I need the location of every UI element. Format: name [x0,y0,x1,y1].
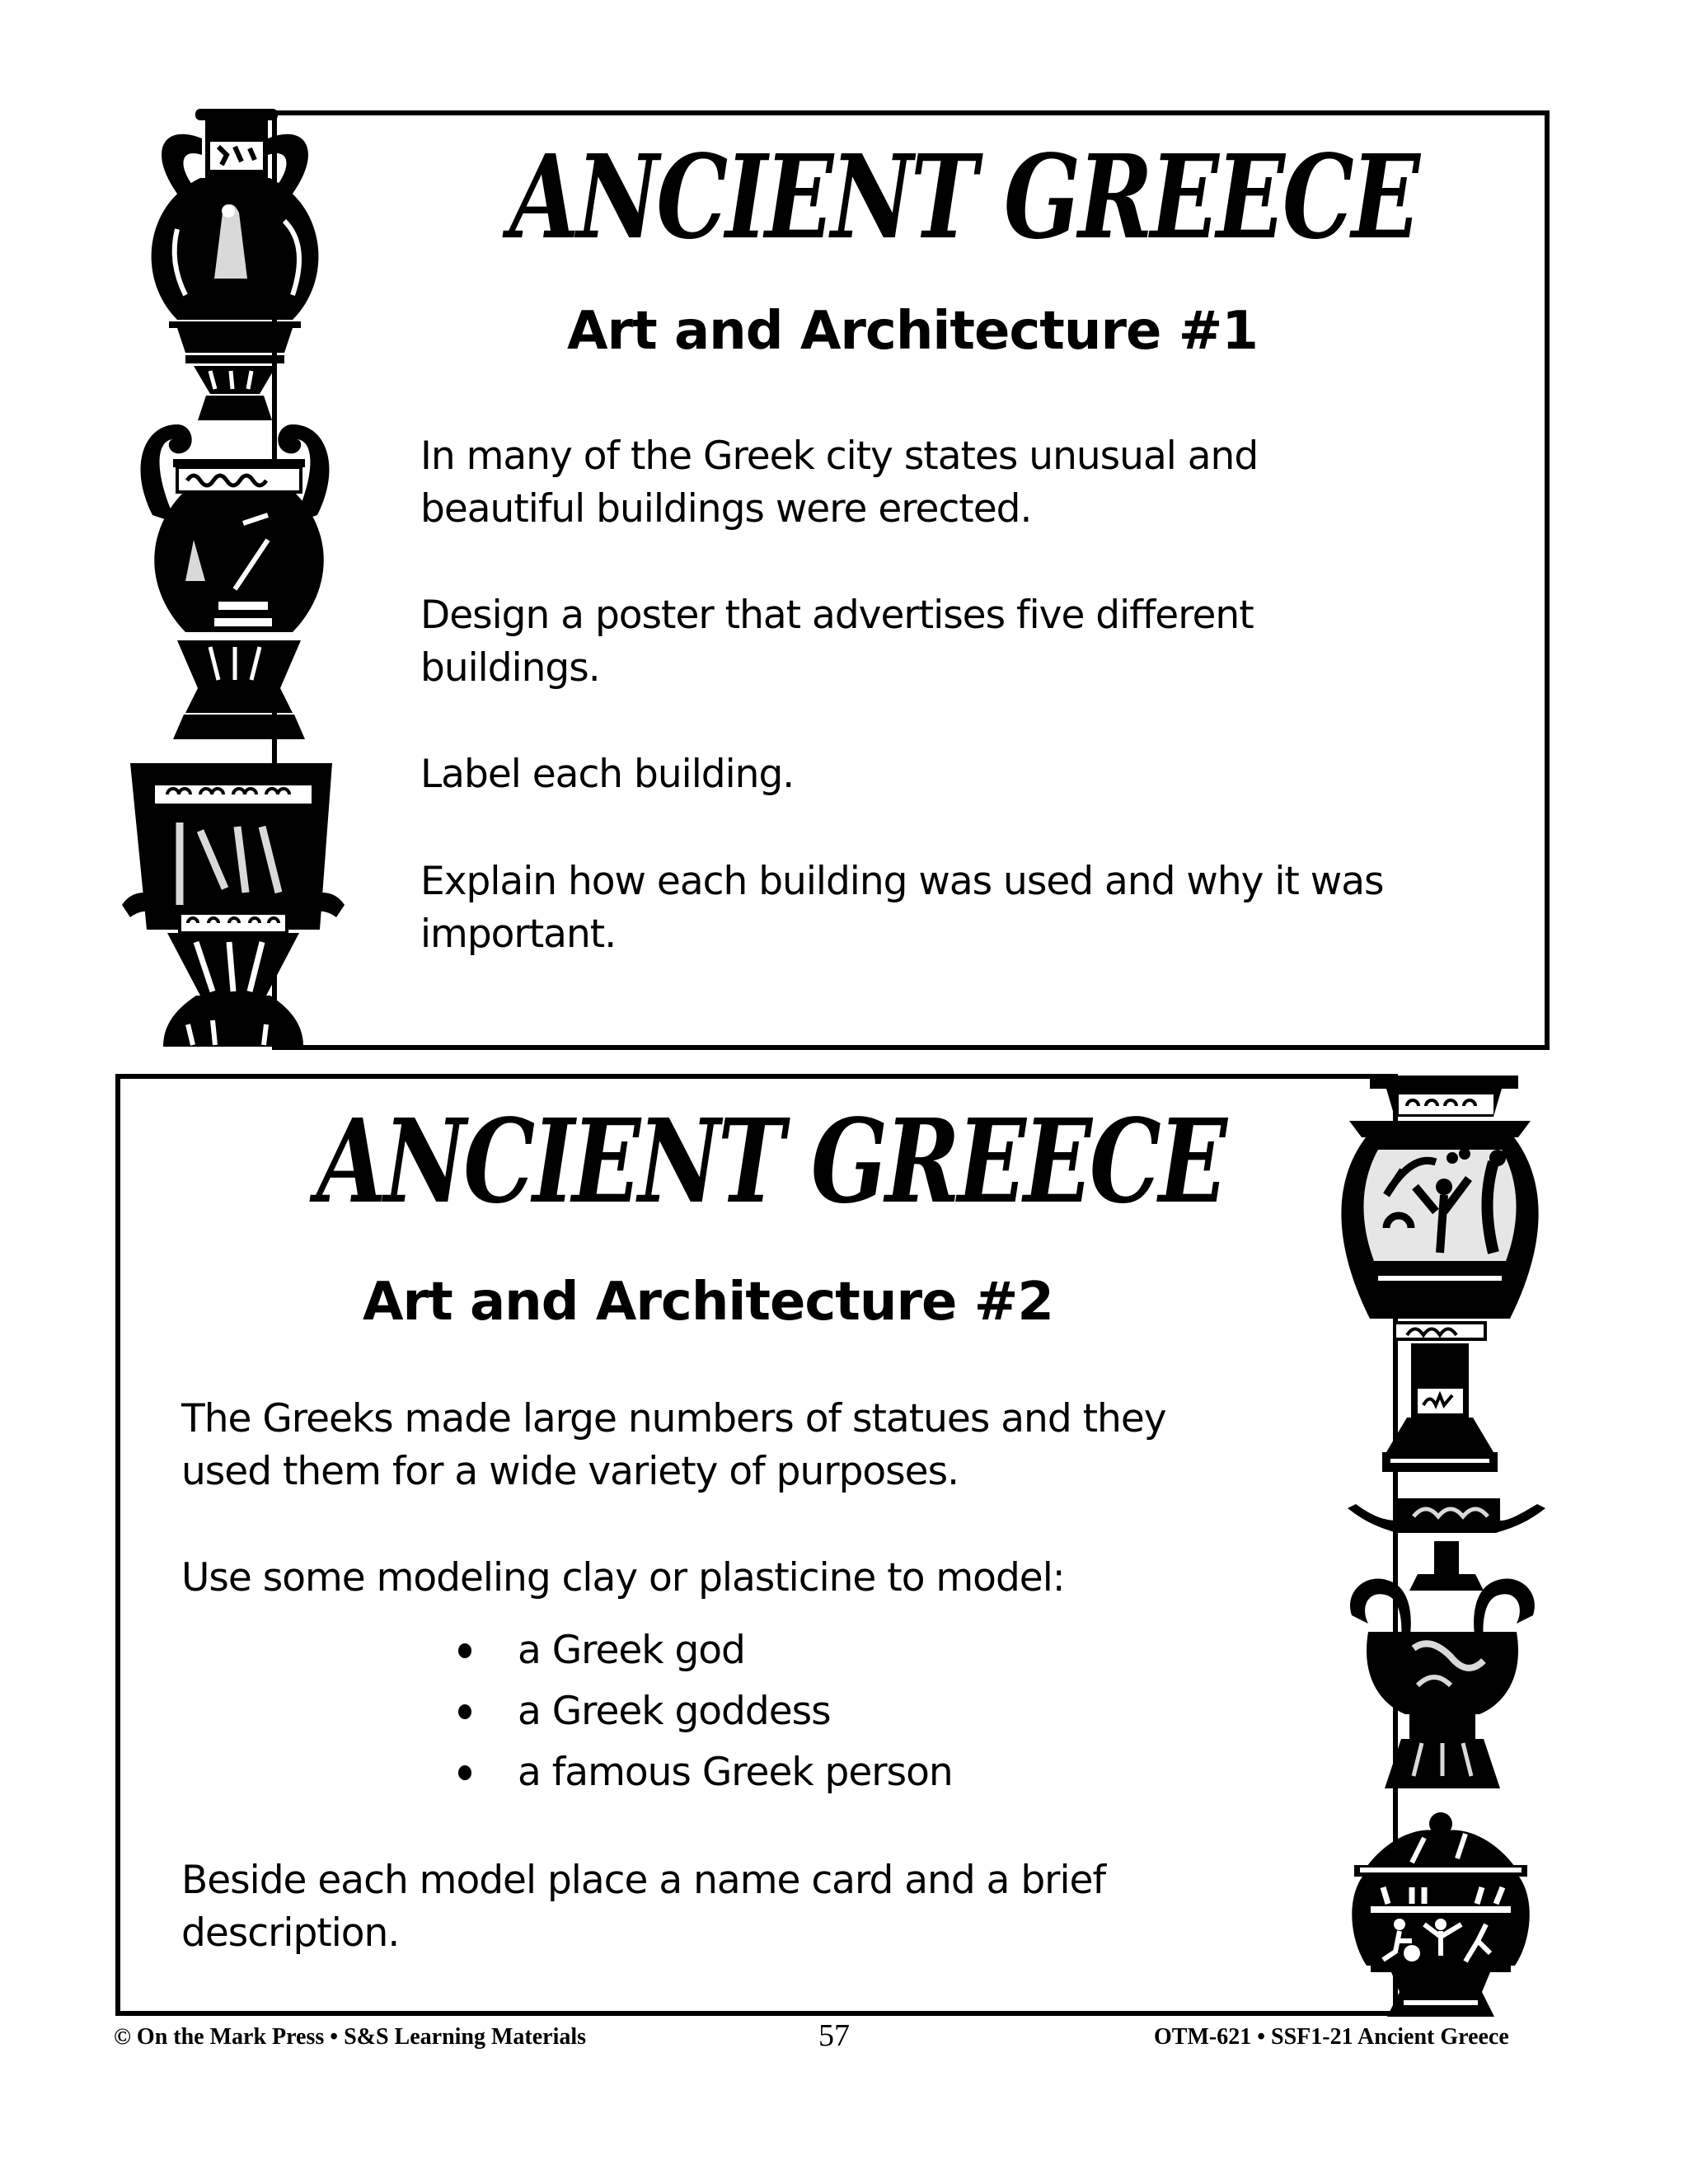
card-2-closing: Beside each model place a name card and a brief description. [181,1858,1106,1956]
kylix-and-kantharos-vase-icon [1335,1492,1550,1797]
bullet-item: a Greek goddess [458,1681,953,1742]
footed-amphora-vase-icon [1329,1071,1551,1475]
card-1-paragraph-1: In many of the Greek city states unusual and beautiful buildings were erected. [420,434,1259,532]
lidded-pyxis-vase-icon [1342,1809,1540,2019]
bullet-item: a Greek god [458,1620,953,1681]
footer-copyright: © On the Mark Press • S&S Learning Materials [114,2024,587,2050]
card-2-paragraph-1: The Greeks made large numbers of statues and they used them for a wide variety of purposes. [181,1396,1166,1494]
page-number: 57 [818,2018,850,2053]
bullet-icon [458,1704,471,1719]
card-2-title: ANCIENT GREECE [316,1094,1225,1230]
calyx-krater-vase-icon [122,757,345,1049]
model-bullet-list [458,1620,953,1803]
card-1-title: ANCIENT GREECE [509,130,1418,265]
card-1-paragraph-2: Design a poster that advertises five different buildings. [420,593,1254,691]
bullet-item: a famous Greek person [458,1742,953,1803]
volute-krater-vase-icon [120,416,350,742]
bullet-icon [458,1643,471,1658]
footer-product-code: OTM-621 • SSF1-21 Ancient Greece [1154,2024,1509,2050]
card-1-paragraph-4: Explain how each building was used and why it was important. [420,859,1384,957]
card-1-subtitle: Art and Architecture #1 [567,301,1258,362]
card-1-paragraph-3: Label each building. [420,752,795,797]
amphora-vase-icon [128,105,342,427]
bullet-icon [458,1765,471,1780]
card-2-subtitle: Art and Architecture #2 [363,1272,1053,1333]
card-2-paragraph-2: Use some modeling clay or plasticine to model: [181,1555,1065,1601]
